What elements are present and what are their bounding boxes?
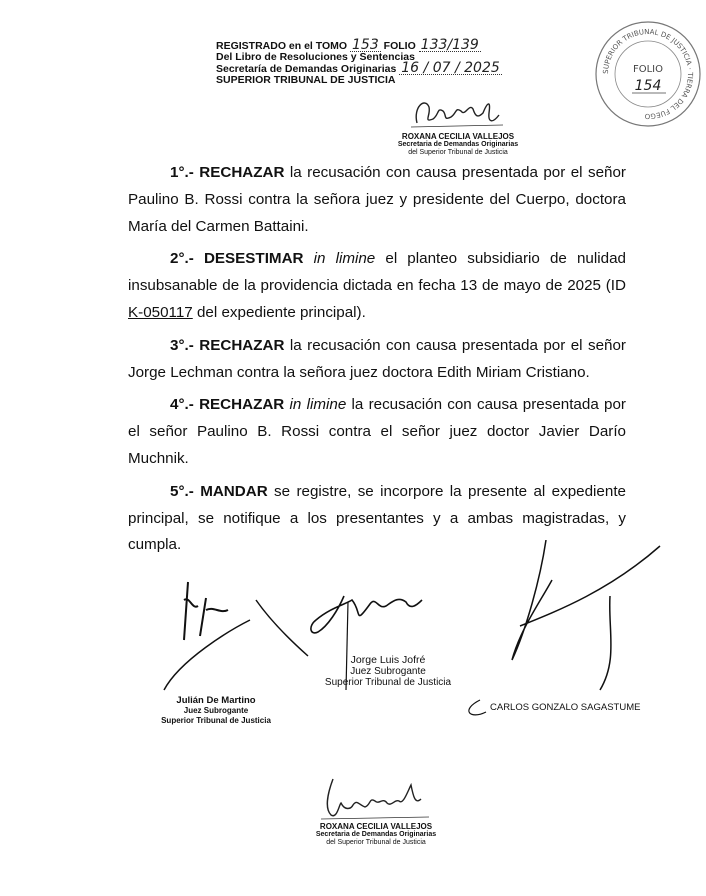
item-number: 1°.- [170,164,194,181]
item-text: el planteo subsidiario de nulidad insubsanable de la providencia dictada en fecha 13 de mayo de 2025 (ID [128,250,626,295]
secretary-top-court: del Superior Tribunal de Justicia [408,149,508,156]
item-number: 4°.- [170,396,194,414]
resolution-item-1 [128,160,626,240]
item-text: la recusación con causa presentada por el señor Jorge Lechman contra la señora juez doctora Edith Miriam Cristiano. [128,336,626,381]
seal-number: 154 [634,78,662,94]
registry-line3-label: Secretaría de Demandas Originarias [216,63,397,75]
secretary-bottom-name: ROXANA CECILIA VALLEJOS [319,822,433,831]
registry-line2: Del Libro de Resoluciones y Sentencias [216,51,415,63]
judge-1-title: Juez Subrogante [183,706,249,715]
seal-ring-text: SUPERIOR TRIBUNAL DE JUSTICIA · TIERRA DEL FUEGO [601,27,695,121]
item-number: 2°.- [170,250,194,268]
judge-3-name: CARLOS GONZALO SAGASTUME [490,702,641,713]
item-italic: in limine [313,250,376,268]
resolution-body [128,160,626,559]
judge-1-name: Julián De Martino [176,695,256,706]
item-verb: MANDAR [200,482,268,500]
handwritten-signature [403,93,513,133]
item-verb: RECHAZAR [199,164,285,181]
judge-2-title: Juez Subrogante [350,666,426,677]
secretary-bottom-court: del Superior Tribunal de Justicia [326,839,426,846]
item-text: la recusación con causa presentada por el señor Paulino B. Rossi contra el señor juez doctor Javier Darío Muchnik. [128,396,626,467]
item-verb: RECHAZAR [199,396,285,414]
item-text: la recusación con causa presentada por el señor Paulino B. Rossi contra la señora juez y presidente del Cuerpo, doctora María del Carmen Battaini. [128,164,626,235]
registry-tomo: 153 [352,37,379,53]
document-id-link: K-050117 [128,303,193,321]
secretary-top-role: Secretaria de Demandas Originarias [397,141,519,148]
registration-stamp [216,37,516,86]
judge-2-court: Superior Tribunal de Justicia [324,677,452,688]
item-number: 3°.- [170,336,194,354]
item-verb: RECHAZAR [199,336,285,354]
judge-signature-2 [318,655,458,688]
judge-signature-3 [490,703,640,713]
item-verb: DESESTIMAR [203,250,304,268]
item-tail: del expediente principal). [192,303,366,321]
item-text: se registre, se incorpore la presente al expediente principal, se notifique a los presentantes y a ambas magistradas, y cumpla. [128,482,626,554]
seal-label: FOLIO [632,64,664,75]
judge-2-name: Jorge Luis Jofré [350,654,426,666]
resolution-item-2 [128,246,626,326]
handwritten-signature [311,775,441,823]
item-number: 5°.- [170,482,194,500]
item-italic: in limine [289,396,347,414]
judge-1-court: Superior Tribunal de Justicia [161,716,271,725]
registry-date: 16 / 07 / 2025 [401,60,500,76]
folio-seal [592,18,704,130]
registry-folio-label: FOLIO [383,40,416,52]
resolution-item-3 [128,333,626,387]
secretary-signature-bottom [306,775,446,847]
registry-line4: SUPERIOR TRIBUNAL DE JUSTICIA [216,74,396,86]
registry-folio: 133/139 [420,37,479,53]
registry-line1-label: REGISTRADO en el TOMO [216,40,348,52]
judge-signature-1 [156,696,276,726]
secretary-bottom-role: Secretaria de Demandas Originarias [315,831,437,838]
secretary-signature-top [388,93,528,157]
secretary-top-name: ROXANA CECILIA VALLEJOS [401,132,515,141]
resolution-item-4 [128,392,626,472]
